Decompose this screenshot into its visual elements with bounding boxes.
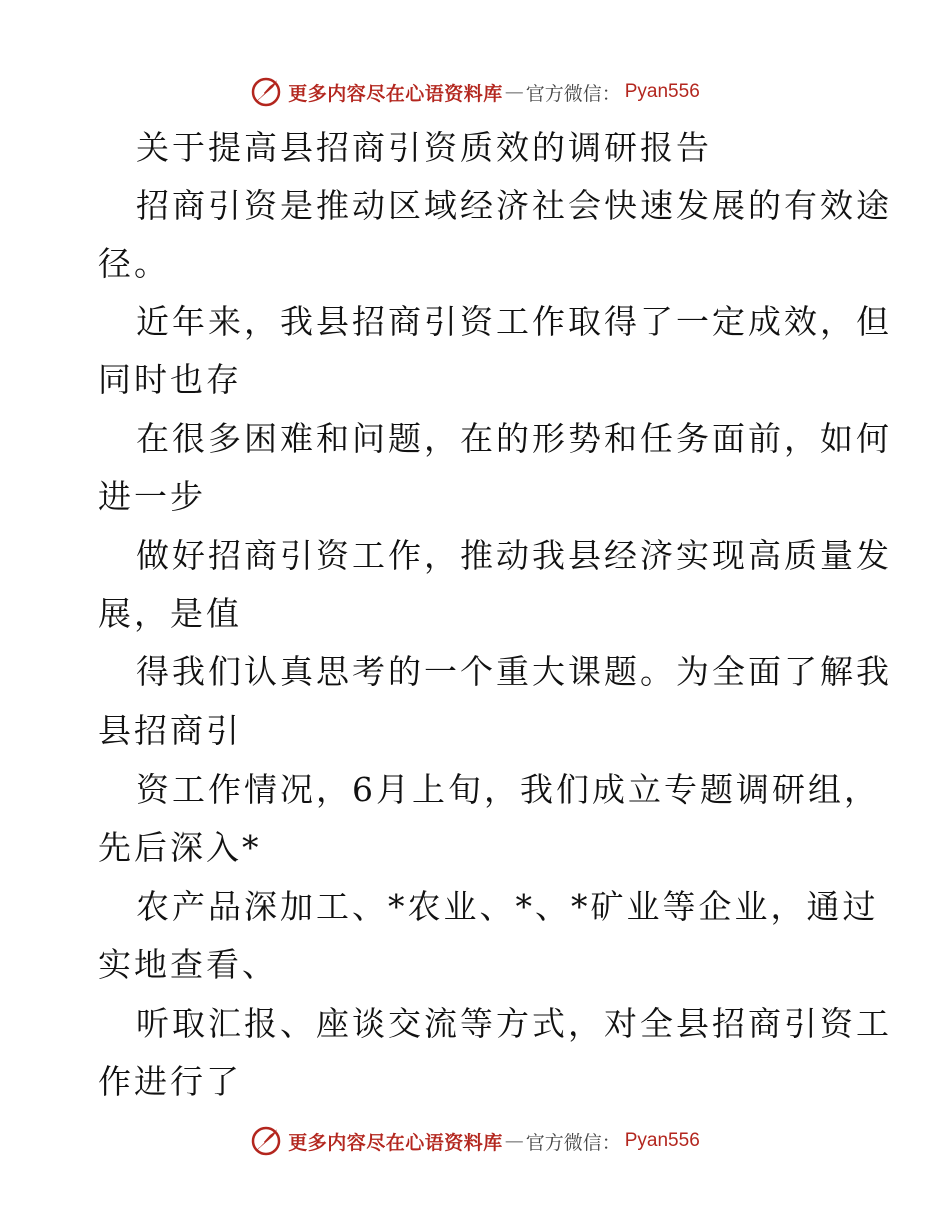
paragraph-3-line-2: 进一步 [98, 477, 206, 516]
paragraph-7-line-1: 农产品深加工、*农业、*、*矿业等企业，通过 [136, 887, 879, 926]
paragraph-5-line-1: 得我们认真思考的一个重大课题。为全面了解我 [136, 652, 892, 691]
paragraph-7-line-2: 实地查看、 [98, 945, 278, 984]
watermark-separator: — [504, 81, 524, 103]
watermark-sub-text: 官方微信： [525, 1131, 621, 1154]
header-watermark [0, 72, 950, 112]
watermark-main-text: 更多内容尽在心语资料库 [288, 1131, 503, 1154]
paragraph-2-line-2: 同时也存 [98, 360, 242, 399]
paragraph-8-line-1: 听取汇报、座谈交流等方式，对全县招商引资工 [136, 1004, 892, 1043]
paragraph-1-line-2: 径。 [98, 244, 170, 283]
document-title: 关于提高县招商引资质效的调研报告 [136, 128, 712, 167]
paragraph-8-line-2: 作进行了 [98, 1062, 242, 1101]
paragraph-1-line-1: 招商引资是推动区域经济社会快速发展的有效途 [136, 186, 892, 225]
watermark-wechat-id: Pyan556 [624, 1130, 700, 1151]
paragraph-6-line-1: 资工作情况，6月上旬，我们成立专题调研组， [136, 770, 880, 809]
watermark-main-text: 更多内容尽在心语资料库 [288, 82, 503, 105]
watermark-wechat-id: Pyan556 [624, 81, 700, 102]
paragraph-3-line-1: 在很多困难和问题，在的形势和任务面前，如何 [136, 419, 892, 458]
paragraph-6-line-2: 先后深入* [98, 828, 262, 867]
footer-watermark [0, 1121, 950, 1161]
paragraph-2-line-1: 近年来，我县招商引资工作取得了一定成效，但 [136, 302, 892, 341]
quill-pen-circle-icon [250, 1125, 282, 1157]
quill-pen-circle-icon [250, 76, 282, 108]
paragraph-4-line-2: 展，是值 [98, 594, 242, 633]
watermark-sub-text: 官方微信： [525, 82, 621, 105]
paragraph-5-line-2: 县招商引 [98, 711, 242, 750]
paragraph-4-line-1: 做好招商引资工作，推动我县经济实现高质量发 [136, 536, 892, 575]
watermark-separator: — [504, 1130, 524, 1152]
